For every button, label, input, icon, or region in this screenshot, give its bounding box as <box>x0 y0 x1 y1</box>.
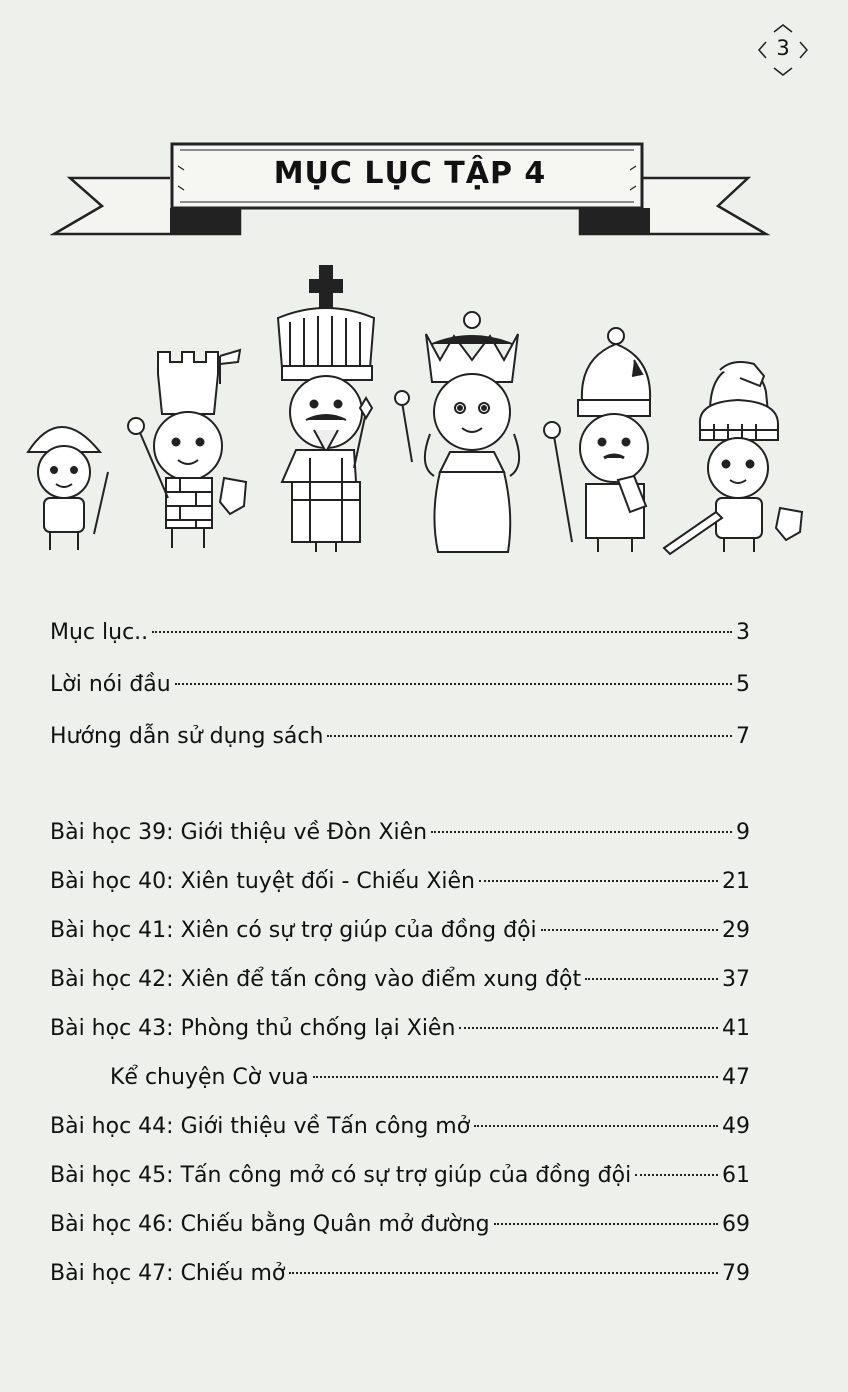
queen-character-icon <box>395 312 519 552</box>
toc-entry-label: Bài học 43: Phòng thủ chống lại Xiên <box>50 1016 456 1041</box>
dot-leader <box>459 1027 718 1029</box>
page-title: MỤC LỤC TẬP 4 <box>273 156 547 191</box>
dot-leader <box>635 1174 718 1176</box>
bishop-character-icon <box>544 328 650 552</box>
toc-entry-page: 47 <box>722 1065 750 1090</box>
rook-character-icon <box>128 350 246 548</box>
toc-entry[interactable] <box>50 672 750 712</box>
toc-entry-page: 7 <box>736 724 750 749</box>
toc-entry[interactable] <box>50 1065 750 1105</box>
dot-leader <box>585 978 718 980</box>
dot-leader <box>431 831 732 833</box>
knight-character-icon <box>664 362 802 554</box>
page-number-badge <box>752 24 814 76</box>
toc-entry-label: Lời nói đầu <box>50 672 171 697</box>
toc-entry-label: Bài học 46: Chiếu bằng Quân mở đường <box>50 1212 490 1237</box>
toc-entry[interactable] <box>50 820 750 860</box>
toc-entry-page: 37 <box>722 967 750 992</box>
dot-leader <box>541 929 718 931</box>
toc-entry-label: Hướng dẫn sử dụng sách <box>50 724 324 749</box>
toc-entry-label: Bài học 40: Xiên tuyệt đối - Chiếu Xiên <box>50 869 475 894</box>
toc-entry-label: Kể chuyện Cờ vua <box>110 1065 309 1090</box>
toc-entry-page: 69 <box>722 1212 750 1237</box>
toc-entry[interactable] <box>50 1163 750 1203</box>
toc-entry-page: 41 <box>722 1016 750 1041</box>
toc-entry-page: 21 <box>722 869 750 894</box>
dot-leader <box>327 735 732 737</box>
toc-entry-page: 79 <box>722 1261 750 1286</box>
toc-entry[interactable] <box>50 724 750 764</box>
toc-entry-label: Bài học 39: Giới thiệu về Đòn Xiên <box>50 820 428 845</box>
toc-entry[interactable] <box>50 1261 750 1301</box>
dot-leader <box>289 1272 718 1274</box>
toc-entry[interactable] <box>50 1016 750 1056</box>
toc-entry[interactable] <box>50 967 750 1007</box>
dot-leader <box>152 631 732 633</box>
king-character-icon <box>278 266 374 552</box>
toc-entry[interactable] <box>50 869 750 909</box>
toc-entry[interactable] <box>50 620 750 660</box>
dot-leader <box>175 683 732 685</box>
page-number: 3 <box>776 36 790 60</box>
toc-entry-page: 5 <box>736 672 750 697</box>
toc-entry-page: 49 <box>722 1114 750 1139</box>
toc-entry[interactable] <box>50 918 750 958</box>
toc-entry-page: 9 <box>736 820 750 845</box>
toc-entry-label: Mục lục.. <box>50 620 149 645</box>
title-banner <box>50 136 770 246</box>
chess-characters-illustration <box>20 262 810 562</box>
toc-entry-label: Bài học 41: Xiên có sự trợ giúp của đồng đội <box>50 918 537 943</box>
dot-leader <box>494 1223 718 1225</box>
toc-entry-page: 3 <box>736 620 750 645</box>
toc-entry[interactable] <box>50 1114 750 1154</box>
ribbon-graphic <box>50 136 770 246</box>
toc-entry[interactable] <box>50 1212 750 1252</box>
toc-entry-label: Bài học 44: Giới thiệu về Tấn công mở <box>50 1114 471 1139</box>
dot-leader <box>474 1125 718 1127</box>
dot-leader <box>313 1076 718 1078</box>
pawn-character-icon <box>28 427 108 550</box>
toc-entry-label: Bài học 47: Chiếu mở <box>50 1261 286 1286</box>
dot-leader <box>479 880 718 882</box>
toc-entry-page: 61 <box>722 1163 750 1188</box>
toc-entry-page: 29 <box>722 918 750 943</box>
toc-entry-label: Bài học 45: Tấn công mở có sự trợ giúp của đồng đội <box>50 1163 632 1188</box>
toc-entry-label: Bài học 42: Xiên để tấn công vào điểm xung đột <box>50 967 582 992</box>
